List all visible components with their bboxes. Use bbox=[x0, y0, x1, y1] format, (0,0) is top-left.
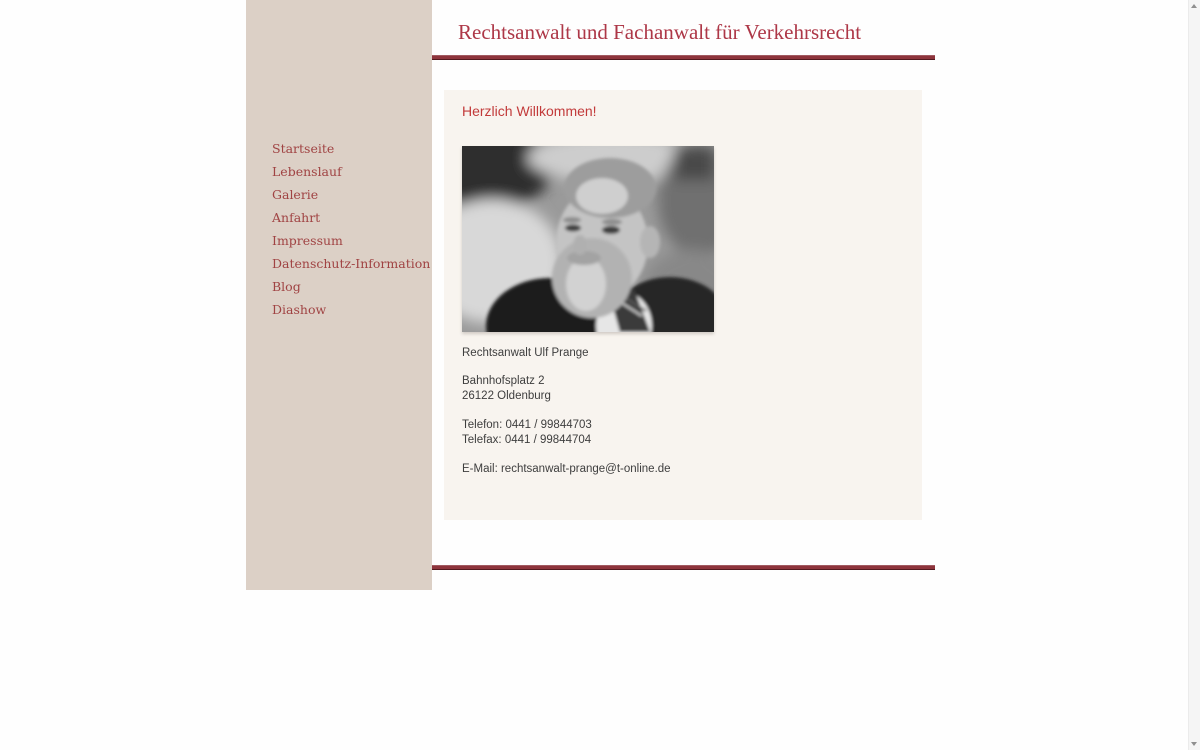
content-panel bbox=[444, 90, 922, 520]
scrollbar[interactable] bbox=[1188, 0, 1200, 750]
sidebar-item-startseite[interactable]: Startseite bbox=[272, 141, 335, 156]
contact-phone: Telefon: 0441 / 99844703 bbox=[462, 419, 592, 431]
sidebar-item-lebenslauf[interactable]: Lebenslauf bbox=[272, 164, 342, 179]
scroll-up-icon[interactable] bbox=[1191, 4, 1197, 8]
scroll-down-icon[interactable] bbox=[1191, 742, 1197, 746]
portrait-photo-graphic bbox=[462, 146, 714, 332]
contact-address bbox=[462, 374, 551, 404]
contact-street: Bahnhofsplatz 2 bbox=[462, 375, 545, 387]
portrait-photo bbox=[462, 146, 714, 332]
sidebar-item-blog[interactable]: Blog bbox=[272, 279, 301, 294]
sidebar bbox=[246, 0, 432, 590]
sidebar-item-anfahrt[interactable]: Anfahrt bbox=[272, 210, 321, 225]
contact-name: Rechtsanwalt Ulf Prange bbox=[462, 347, 589, 359]
sidebar-item-impressum[interactable]: Impressum bbox=[272, 233, 343, 248]
contact-email: E-Mail: rechtsanwalt-prange@t-online.de bbox=[462, 463, 671, 475]
welcome-heading: Herzlich Willkommen! bbox=[462, 103, 597, 119]
sidebar-item-galerie[interactable]: Galerie bbox=[272, 187, 319, 202]
sidebar-nav bbox=[272, 137, 430, 321]
sidebar-item-datenschutz[interactable]: Datenschutz-Information bbox=[272, 256, 431, 271]
contact-city: 26122 Oldenburg bbox=[462, 390, 551, 402]
contact-fax: Telefax: 0441 / 99844704 bbox=[462, 434, 592, 446]
sidebar-item-diashow[interactable]: Diashow bbox=[272, 302, 327, 317]
page-title: Rechtsanwalt und Fachanwalt für Verkehrsrecht bbox=[458, 20, 862, 44]
contact-phone-fax bbox=[462, 418, 592, 448]
top-divider bbox=[432, 55, 935, 60]
bottom-divider bbox=[432, 565, 935, 570]
